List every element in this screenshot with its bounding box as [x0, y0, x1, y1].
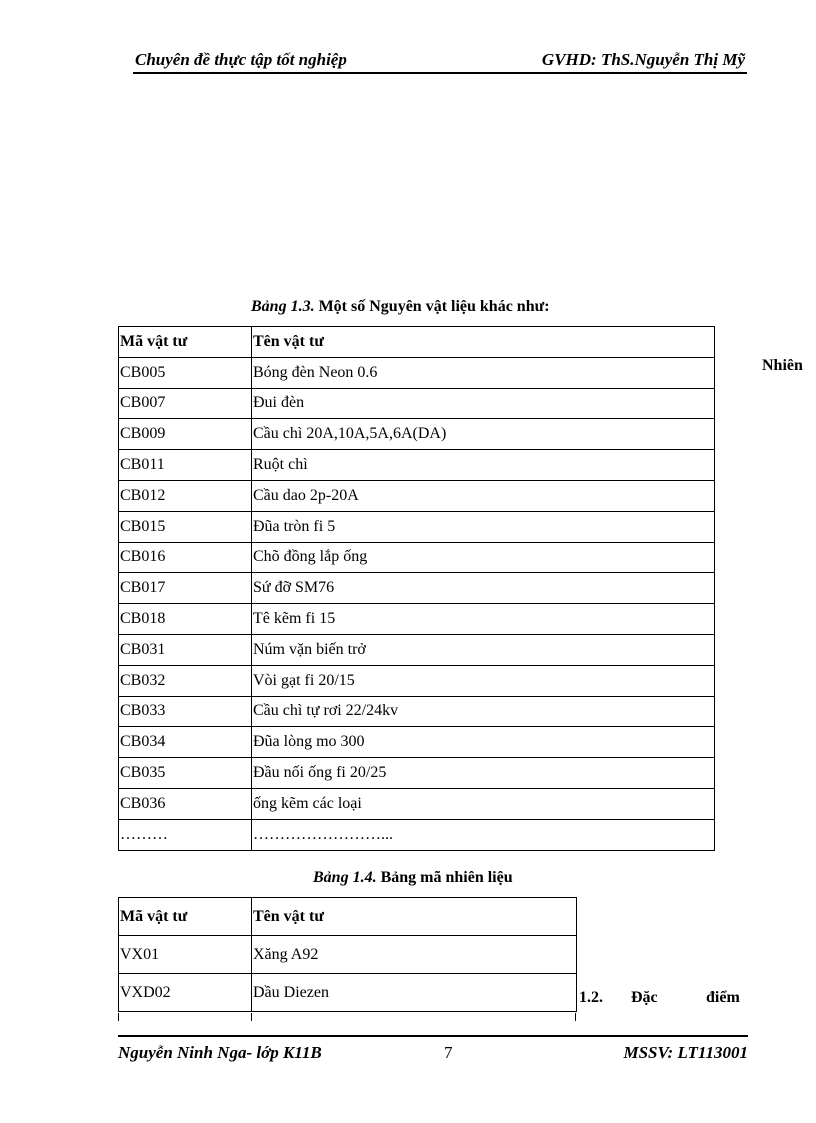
cell-code: VX01 [119, 936, 252, 974]
table-row [119, 573, 715, 604]
cell-name: Vòi gạt fi 20/15 [252, 665, 715, 696]
table-row [119, 665, 715, 696]
page-header [133, 50, 747, 74]
footer-author: Nguyễn Ninh Nga- lớp K11B [118, 1043, 322, 1062]
footer-student-id: MSSV: LT113001 [623, 1043, 748, 1062]
table-row [119, 696, 715, 727]
side-text-nhien: Nhiên [762, 357, 803, 374]
table-row [119, 634, 715, 665]
header-cell-name: Tên vật tư [252, 898, 577, 936]
table-row [119, 419, 715, 450]
cell-name: Cầu dao 2p-20A [252, 480, 715, 511]
section-word: Đặc [631, 989, 658, 1006]
table-row [119, 788, 715, 819]
cell-code: CB015 [119, 511, 252, 542]
table-1-4-caption-text: Bảng mã nhiên liệu [376, 869, 513, 886]
cell-name: Đầu nối ống fi 20/25 [252, 758, 715, 789]
table-1-4-caption [313, 869, 513, 887]
table-row [119, 388, 715, 419]
cell-name: Xăng A92 [252, 936, 577, 974]
header-advisor: GVHD: ThS.Nguyễn Thị Mỹ [541, 50, 745, 69]
table-row [119, 357, 715, 388]
table-row [119, 819, 715, 850]
table-row [119, 727, 715, 758]
table-row [119, 450, 715, 481]
cell-code: ……… [119, 819, 252, 850]
cell-name: Núm vặn biến trở [252, 634, 715, 665]
cell-name: Ruột chì [252, 450, 715, 481]
section-number: 1.2. [579, 989, 603, 1006]
table-header-row [119, 898, 577, 936]
table-row [119, 974, 577, 1012]
cell-code: CB035 [119, 758, 252, 789]
table-1-4-caption-label: Bảng 1.4. [313, 869, 377, 886]
cell-name: Tê kẽm fi 15 [252, 604, 715, 635]
cell-code: CB031 [119, 634, 252, 665]
cell-name: ……………………... [252, 819, 715, 850]
table-1-3-caption [251, 298, 550, 316]
table-1-3 [118, 326, 715, 851]
cell-name: Cầu chì 20A,10A,5A,6A(DA) [252, 419, 715, 450]
cell-name: Bóng đèn Neon 0.6 [252, 357, 715, 388]
table-1-4-cut-row [118, 1013, 576, 1021]
cell-name: Chõ đồng lắp ống [252, 542, 715, 573]
cell-name: Cầu chì tự rơi 22/24kv [252, 696, 715, 727]
table-row [119, 480, 715, 511]
cell-code: CB017 [119, 573, 252, 604]
cell-code: CB009 [119, 419, 252, 450]
cell-code: CB018 [119, 604, 252, 635]
header-cell-code: Mã vật tư [119, 327, 252, 358]
table-row [119, 758, 715, 789]
cell-name: Dầu Diezen [252, 974, 577, 1012]
table-header-row [119, 327, 715, 358]
cell-code: CB011 [119, 450, 252, 481]
header-cell-code: Mã vật tư [119, 898, 252, 936]
cell-code: CB016 [119, 542, 252, 573]
cell-name: Đui đèn [252, 388, 715, 419]
section-word: điểm [706, 989, 740, 1006]
table-1-3-caption-text: Một số Nguyên vật liệu khác như: [314, 298, 550, 315]
cell-code: CB032 [119, 665, 252, 696]
cell-code: CB007 [119, 388, 252, 419]
table-row [119, 936, 577, 974]
cell-code: CB012 [119, 480, 252, 511]
page-number: 7 [444, 1043, 453, 1062]
cell-name: Sứ đỡ SM76 [252, 573, 715, 604]
cell-code: CB033 [119, 696, 252, 727]
table-1-3-caption-label: Bảng 1.3. [251, 298, 315, 315]
cell-name: ống kẽm các loại [252, 788, 715, 819]
table-row [119, 604, 715, 635]
cell-code: CB034 [119, 727, 252, 758]
header-title: Chuyên đề thực tập tốt nghiệp [135, 50, 347, 69]
header-cell-name: Tên vật tư [252, 327, 715, 358]
table-row [119, 511, 715, 542]
table-row [119, 542, 715, 573]
cell-name: Đũa lòng mo 300 [252, 727, 715, 758]
table-1-4 [118, 897, 577, 1012]
cell-code: CB005 [119, 357, 252, 388]
page-footer [118, 1035, 748, 1065]
cell-code: VXD02 [119, 974, 252, 1012]
cell-name: Đũa tròn fi 5 [252, 511, 715, 542]
cell-code: CB036 [119, 788, 252, 819]
